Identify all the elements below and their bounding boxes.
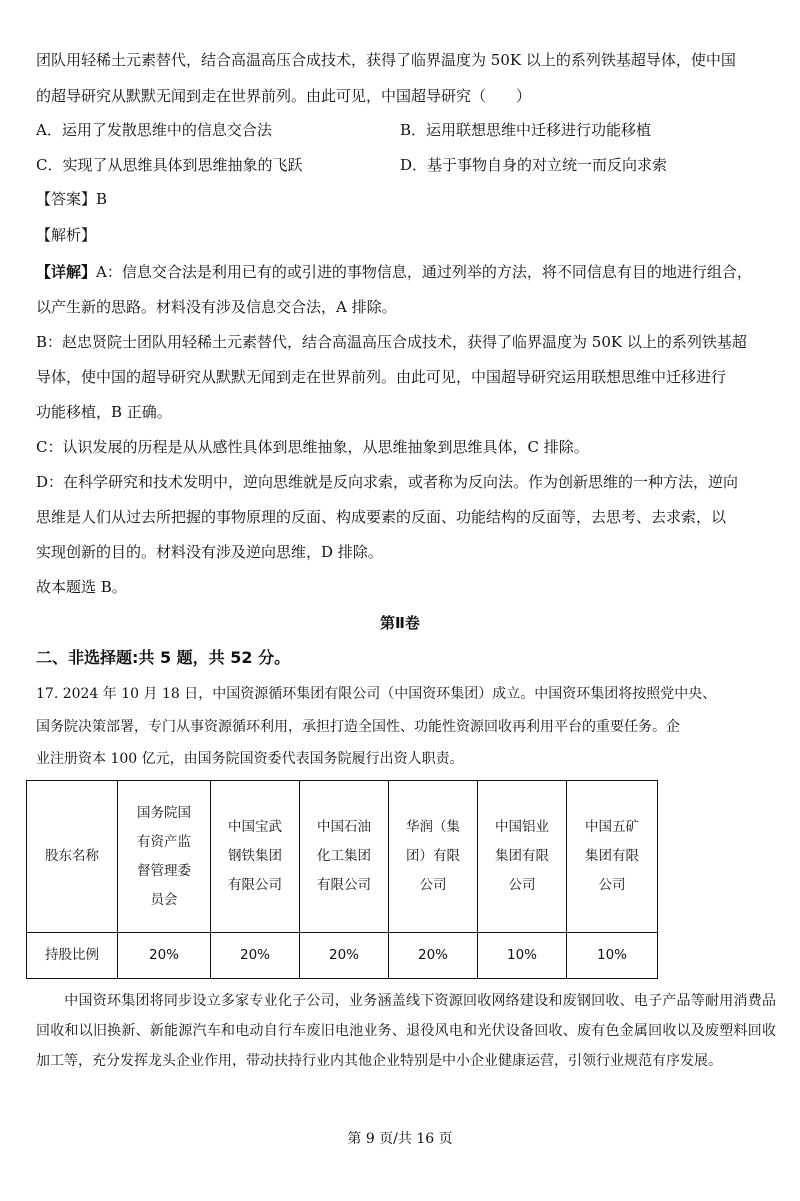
volume-heading: 第Ⅱ卷 (380, 614, 420, 632)
detail-d-line-3: 实现创新的目的。材料没有涉及逆向思维，D 排除。 (36, 543, 383, 561)
section-heading: 二、非选择题:共 5 题，共 52 分。 (36, 648, 291, 667)
detail-a-line-2: 以产生新的思路。材料没有涉及信息交合法，A 排除。 (36, 298, 397, 316)
header-label-cell: 股东名称 (27, 781, 118, 933)
q17-paragraph-text: 中国资环集团将同步设立多家专业化子公司，业务涵盖线下资源回收网络建设和废钢回收、电子产品等耐用消费品回收和以旧换新、新能源汽车和电动自行车废旧电池业务、退役风电和光伏设备回收、废有色金属回收以及废塑料回收加工等，充分发挥龙头企业作用，带动扶持行业内其他企业特别是中小企业健康运营，引领行业规范有序发展。 (36, 993, 776, 1069)
share-cell: 20% (300, 933, 389, 979)
q17-stem-line-2: 国务院决策部署，专门从事资源循环利用，承担打造全国性、功能性资源回收再利用平台的重要任务。企 (36, 719, 680, 735)
detail-label: 【详解】 (36, 263, 97, 281)
question-stem-line-1: 团队用轻稀土元素替代，结合高温高压合成技术，获得了临界温度为 50K 以上的系列铁基超导体，使中国 (36, 51, 736, 69)
share-cell: 20% (389, 933, 478, 979)
detail-c-line: C：认识发展的历程是从从感性具体到思维抽象，从思维抽象到思维具体，C 排除。 (36, 438, 589, 456)
detail-d-line-1: D：在科学研究和技术发明中，逆向思维就是反向求索，或者称为反向法。作为创新思维的一种方法，逆向 (36, 473, 739, 491)
detail-line (36, 262, 752, 282)
row-label-cell: 持股比例 (27, 933, 118, 979)
table-data-row (27, 933, 658, 979)
conclusion-line: 故本题选 B。 (36, 578, 127, 596)
shareholder-cell: 国务院国有资产监督管理委员会 (118, 781, 211, 933)
shareholder-cell: 华润（集团）有限公司 (389, 781, 478, 933)
q17-stem-line-3: 业注册资本 100 亿元，由国务院国资委代表国务院履行出资人职责。 (36, 751, 464, 767)
detail-b-line-1: B：赵忠贤院士团队用轻稀土元素替代，结合高温高压合成技术，获得了临界温度为 50K 以上的系列铁基超 (36, 333, 747, 351)
option-a: A．运用了发散思维中的信息交合法 (36, 121, 272, 139)
page-footer: 第 9 页/共 16 页 (347, 1131, 453, 1147)
detail-d-line-2: 思维是人们从过去所把握的事物原理的反面、构成要素的反面、功能结构的反面等，去思考、去求索，以 (36, 508, 727, 526)
q17-stem-line-1: 17. 2024 年 10 月 18 日，中国资源循环集团有限公司（中国资环集团）成立。中国资环集团将按照党中央、 (36, 686, 717, 702)
option-b: B．运用联想思维中迁移进行功能移植 (400, 121, 652, 139)
shareholder-table (26, 780, 658, 979)
shareholder-cell: 中国宝武钢铁集团有限公司 (211, 781, 300, 933)
detail-b-line-2: 导体，使中国的超导研究从默默无闻到走在世界前列。由此可见，中国超导研究运用联想思维中迁移进行 (36, 368, 727, 386)
shareholder-cell: 中国五矿集团有限公司 (567, 781, 658, 933)
share-cell: 20% (118, 933, 211, 979)
shareholder-cell: 中国铝业集团有限公司 (478, 781, 567, 933)
answer-line: 【答案】B (36, 190, 108, 208)
option-c: C．实现了从思维具体到思维抽象的飞跃 (36, 156, 303, 174)
option-d: D．基于事物自身的对立统一而反向求索 (400, 156, 668, 174)
share-cell: 10% (478, 933, 567, 979)
question-stem-line-2: 的超导研究从默默无闻到走在世界前列。由此可见，中国超导研究（ ） (36, 87, 532, 105)
share-cell: 20% (211, 933, 300, 979)
table-header-row (27, 781, 658, 933)
shareholder-cell: 中国石油化工集团有限公司 (300, 781, 389, 933)
q17-paragraph (36, 986, 776, 1076)
share-cell: 10% (567, 933, 658, 979)
analysis-label: 【解析】 (36, 226, 97, 244)
detail-a-line-1: A：信息交合法是利用已有的或引进的事物信息，通过列举的方法，将不同信息有目的地进行组合， (96, 263, 752, 281)
detail-b-line-3: 功能移植，B 正确。 (36, 403, 172, 421)
